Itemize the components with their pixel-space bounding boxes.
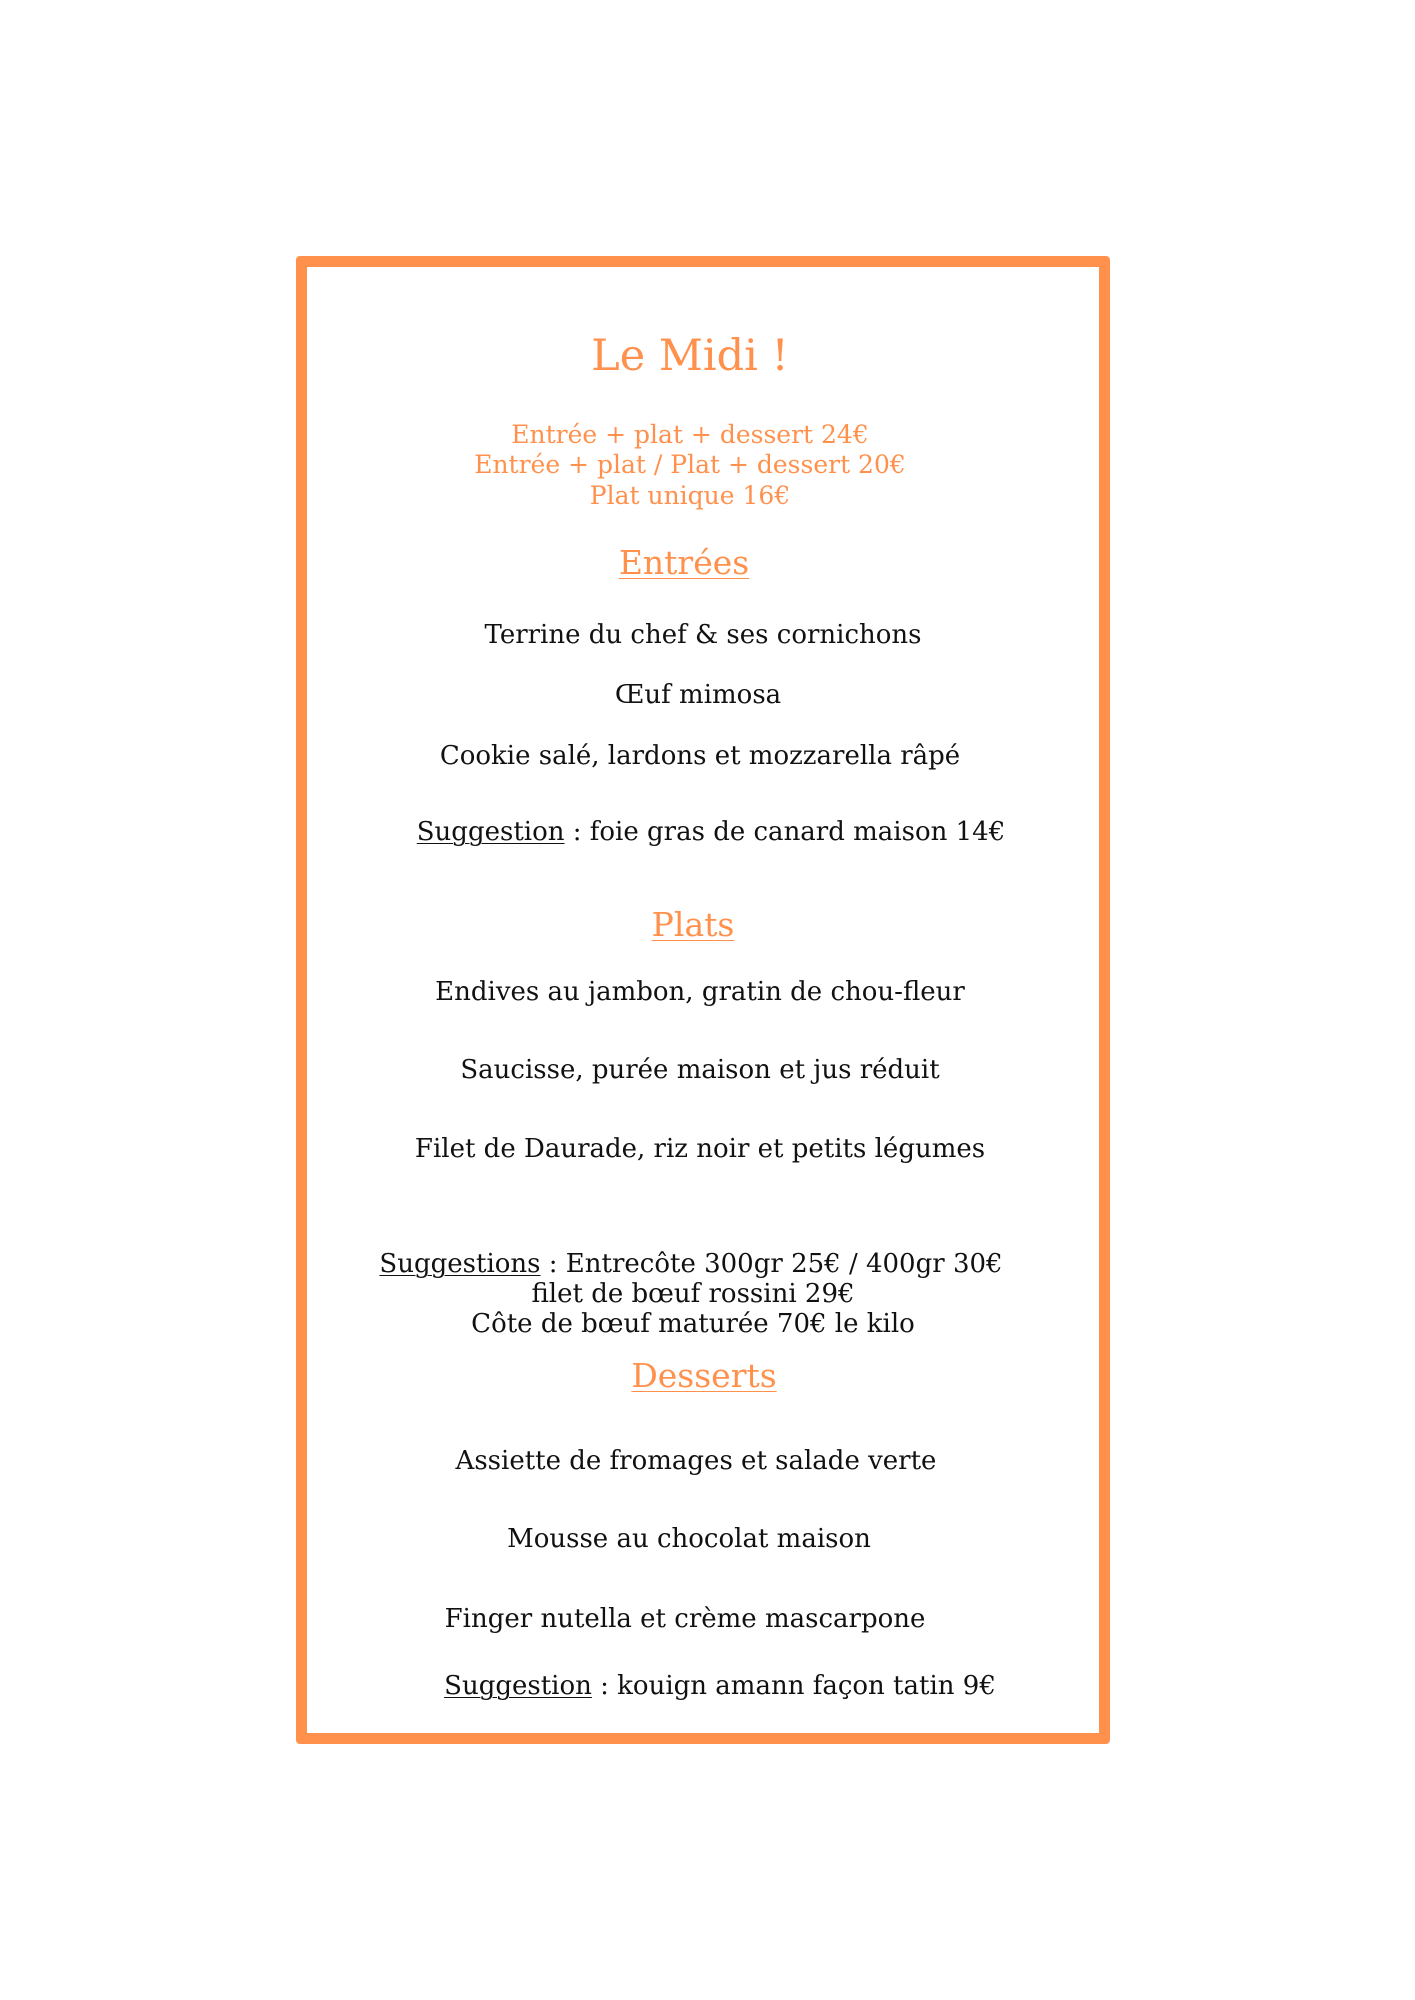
plat-item: Saucisse, purée maison et jus réduit <box>460 1055 940 1085</box>
plat-suggestion-line: filet de bœuf rossini 29€ <box>531 1279 855 1309</box>
suggestion-text: : foie gras de canard maison 14€ <box>564 817 1006 847</box>
formula-line-2: Entrée + plat / Plat + dessert 20€ <box>474 450 906 479</box>
formula-line-3: Plat unique 16€ <box>589 481 791 510</box>
suggestion-label: Suggestions <box>379 1249 541 1279</box>
plat-item: Filet de Daurade, riz noir et petits légumes <box>414 1134 986 1164</box>
entree-item: Œuf mimosa <box>614 680 782 710</box>
section-heading-desserts: Desserts <box>631 1356 777 1395</box>
suggestion-label: Suggestion <box>416 817 565 847</box>
dessert-item: Finger nutella et crème mascarpone <box>444 1604 926 1634</box>
dessert-item: Assiette de fromages et salade verte <box>455 1446 937 1476</box>
suggestion-text: : Entrecôte 300gr 25€ / 400gr 30€ <box>540 1249 1003 1279</box>
plat-item: Endives au jambon, gratin de chou-fleur <box>435 977 965 1007</box>
menu-title: Le Midi ! <box>591 331 789 381</box>
suggestion-label: Suggestion <box>444 1671 592 1701</box>
suggestion-text: : kouign amann façon tatin 9€ <box>591 1671 996 1701</box>
formula-line-1: Entrée + plat + dessert 24€ <box>511 420 869 449</box>
plat-suggestion-line: Côte de bœuf maturée 70€ le kilo <box>471 1309 915 1339</box>
dessert-suggestion <box>444 1673 996 1699</box>
section-heading-plats: Plats <box>651 905 735 944</box>
entree-item: Terrine du chef & ses cornichons <box>484 620 922 650</box>
plat-suggestion <box>379 1251 1002 1277</box>
entree-suggestion <box>417 819 1006 845</box>
section-heading-entrees: Entrées <box>618 543 750 582</box>
entree-item: Cookie salé, lardons et mozzarella râpé <box>439 741 961 771</box>
dessert-item: Mousse au chocolat maison <box>507 1524 871 1554</box>
